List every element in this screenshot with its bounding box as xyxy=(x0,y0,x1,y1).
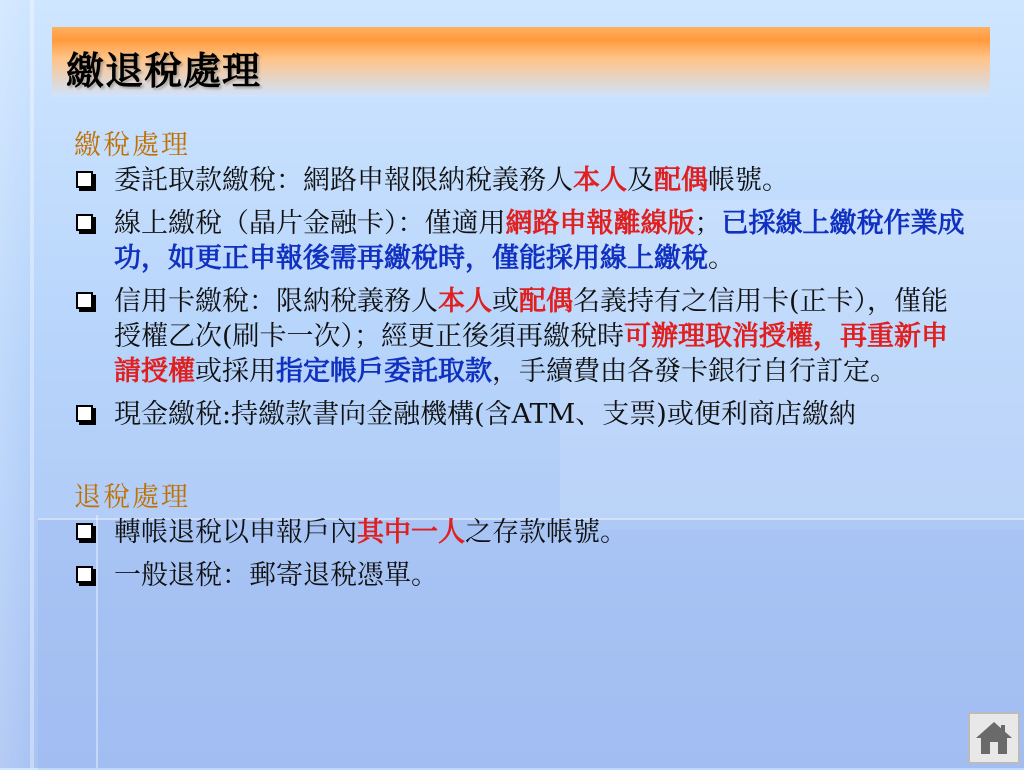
list-item-text: 信用卡繳稅：限納稅義務人 xyxy=(114,286,438,317)
list-item-text: 可辦理取消授權，再重新申請授權 xyxy=(114,321,949,387)
list-item-text: 已採線上繳稅作業成功，如更正申報後需再繳稅時，僅能採用線上繳稅 xyxy=(114,208,965,274)
list-item-text: 轉帳退稅以申報戶內 xyxy=(114,517,357,548)
list-item-text: 配偶 xyxy=(519,286,573,317)
list-item-text: 本人 xyxy=(438,286,492,317)
checkbox-bullet-icon xyxy=(76,566,93,583)
list-item xyxy=(74,284,974,389)
list-item-text: 委託取款繳稅：網路申報限納稅義務人 xyxy=(114,165,573,196)
list-item-text: 或 xyxy=(492,286,519,317)
checkbox-bullet-icon xyxy=(76,292,93,309)
pay-list xyxy=(74,163,974,440)
list-item-text: 一般退稅：郵寄退稅憑單。 xyxy=(114,560,438,591)
list-item-text: ； xyxy=(694,208,722,239)
list-item xyxy=(74,206,974,276)
list-item-text: 現金繳稅:持繳款書向金融機構(含ATM、支票)或便利商店繳納 xyxy=(114,399,856,430)
list-item-text: 網路申報離線版 xyxy=(505,208,695,239)
slide-content xyxy=(74,128,974,601)
list-item-text: ，手續費由各發卡銀行自行訂定。 xyxy=(492,356,897,387)
list-item-text: 指定帳戶委託取款 xyxy=(276,356,492,387)
list-item-text: 本人 xyxy=(573,165,627,196)
list-item xyxy=(74,515,974,550)
home-button[interactable] xyxy=(968,712,1020,764)
refund-list xyxy=(74,515,974,601)
background-decoration xyxy=(30,0,34,768)
list-item-text: 名義持有之信用卡(正卡），僅能授權乙次(刷卡一次）；經更正後須再繳稅時 xyxy=(114,286,949,352)
list-item-text: 或採用 xyxy=(195,356,276,387)
list-item xyxy=(74,558,974,593)
background-decoration xyxy=(0,0,30,768)
home-icon xyxy=(974,718,1014,758)
list-item-text: 。 xyxy=(708,243,735,274)
checkbox-bullet-icon xyxy=(76,214,93,231)
checkbox-bullet-icon xyxy=(76,405,93,422)
checkbox-bullet-icon xyxy=(76,523,93,540)
list-item-text: 之存款帳號。 xyxy=(465,517,627,548)
list-item-text: 線上繳稅（晶片金融卡）：僅適用 xyxy=(114,208,506,239)
list-item xyxy=(74,397,974,432)
list-item-text: 及 xyxy=(627,165,654,196)
checkbox-bullet-icon xyxy=(76,171,93,188)
section-heading-refund: 退稅處理 xyxy=(74,482,190,513)
list-item-text: 配偶 xyxy=(654,165,708,196)
slide-title: 繳退稅處理 xyxy=(66,48,262,93)
list-item xyxy=(74,163,974,198)
list-item-text: 其中一人 xyxy=(357,517,465,548)
section-heading-pay: 繳稅處理 xyxy=(74,130,190,161)
list-item-text: 帳號。 xyxy=(708,165,789,196)
